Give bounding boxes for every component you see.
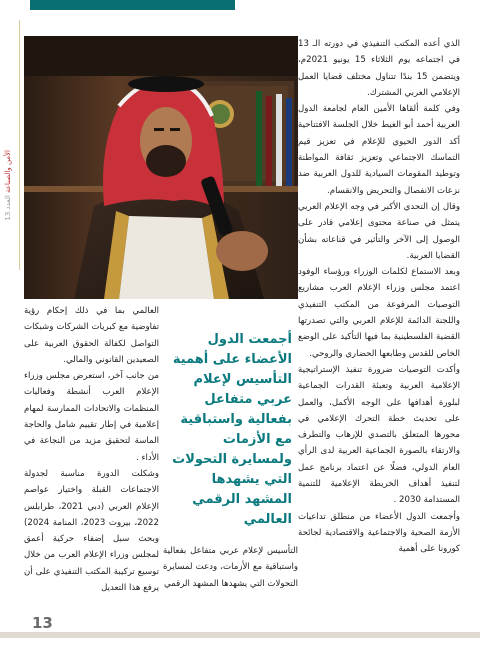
issue-label: العدد 13 xyxy=(4,195,12,221)
paragraph: العالمي بما في ذلك إحكام رؤية تفاوضية مع كبريات الشركات وشبكات التواصل لكفالة الحقوق العربية على الصعيدين القانوني والمالي. xyxy=(24,306,159,365)
pull-quote: أجمعت الدول الأعضاء على أهمية التأسيس لإعلام عربي متفاعل بفعالية واستباقية مع الأزمات ولمسايرة التحولات التي يشهدها المشهد الرقمي العالمي xyxy=(172,332,292,527)
footer-bar xyxy=(0,632,480,638)
paragraph: الذي أعده المكتب التنفيذي في دورته الـ 13 في اجتماعه يوم الثلاثاء 15 يونيو 2021م، ويتضمن 15 بندًا تتناول مختلف قضايا العمل الإعلامي العربي المشترك. xyxy=(298,39,460,98)
paragraph: من جانب آخر، استعرض مجلس وزراء الإعلام العرب أنشطة وفعاليات المنظمات والاتحادات الممارسة لمهام إعلامية في إطار تقييم شامل والحاجة الماسة لتحقيق مزيد من النجاعة في الأداء . xyxy=(24,371,159,463)
article-photo xyxy=(24,36,298,299)
side-rule xyxy=(19,20,20,270)
paragraph: وشكلت الدورة مناسبة لجدولة الاجتماعات القبلة واختيار عواصم الإعلام العربي (دبي 2021، طرابلس 2022، بيروت 2023، المنامة 2024) وبحث سبل إضفاء حركية أعمق لمجلس وزراء الإعلام العرب من خلال توسيع تركيبة المكتب التنفيذي على أن يرفع هذا التعديل xyxy=(24,468,159,594)
page-footer xyxy=(0,614,480,648)
section-header xyxy=(4,150,12,221)
paragraph: وأكدت التوصيات ضرورة تنفيذ الإستراتيجية الإعلامية العربية وتعبئة القدرات الجماعية لبلورة أهدافها على الوجه الأكمل، والعمل على تحديث خطة التحرك الإعلامي في محورها المتعلق بالتصدي للإرهاب والتطرف والارتقاء بالصورة الجماعية العربية لدى الرأي العام الدولي، فضلًا عن اعتماد برنامج عمل لتنفيذ أهداف الخريطة الإعلامية للتنمية المستدامة 2030 . xyxy=(298,364,460,506)
article-column-left xyxy=(24,303,159,596)
minister-speaking-photo xyxy=(24,36,298,299)
page-number: 13 xyxy=(32,614,53,632)
paragraph: وأجمعت الدول الأعضاء من منطلق تداعيات الأزمة الصحية والاجتماعية والاقتصادية لجائحة كورونا على أهمية xyxy=(298,511,460,555)
section-title: الأمن والصناعة xyxy=(4,150,12,193)
article-column-middle xyxy=(163,543,298,592)
paragraph: وفي كلمة ألقاها الأمين العام لجامعة الدول العربية أحمد أبو الغيط خلال الجلسة الافتتاحية أكد الدور الحيوي للإعلام في تعزيز قيم التماسك الاجتماعي وتعزيز ثقافة المواطنة وتوطيد المقومات السيادية للدول العربية ضد نزعات الانفصال والتحريض والانقسام. xyxy=(298,104,460,196)
paragraph: وبعد الاستماع لكلمات الوزراء ورؤساء الوفود اعتمد مجلس وزراء الإعلام العرب مشاريع التوصيات المرفوعة من المكتب التنفيذي واللجنة الدائمة للإعلام العربي والتي تصدرتها القضية الفلسطينية بما فيها التأكيد على الوضع الخاص للقدس وطابعها الحضاري والروحي. xyxy=(298,267,460,359)
article-column-right xyxy=(298,36,460,558)
paragraph: وقال إن التحدي الأكبر في وجه الإعلام العربي يتمثل في صناعة محتوى إعلامي قادر على الوصول إلى الآخر والتأثير في قناعاته بشأن القضايا العربية. xyxy=(298,201,460,261)
top-accent-bar xyxy=(30,0,235,10)
paragraph: التأسيس لإعلام عربي متفاعل بفعالية واستباقية مع الأزمات، ودعت لمسايرة التحولات التي يشهدها المشهد الرقمي xyxy=(163,546,298,589)
